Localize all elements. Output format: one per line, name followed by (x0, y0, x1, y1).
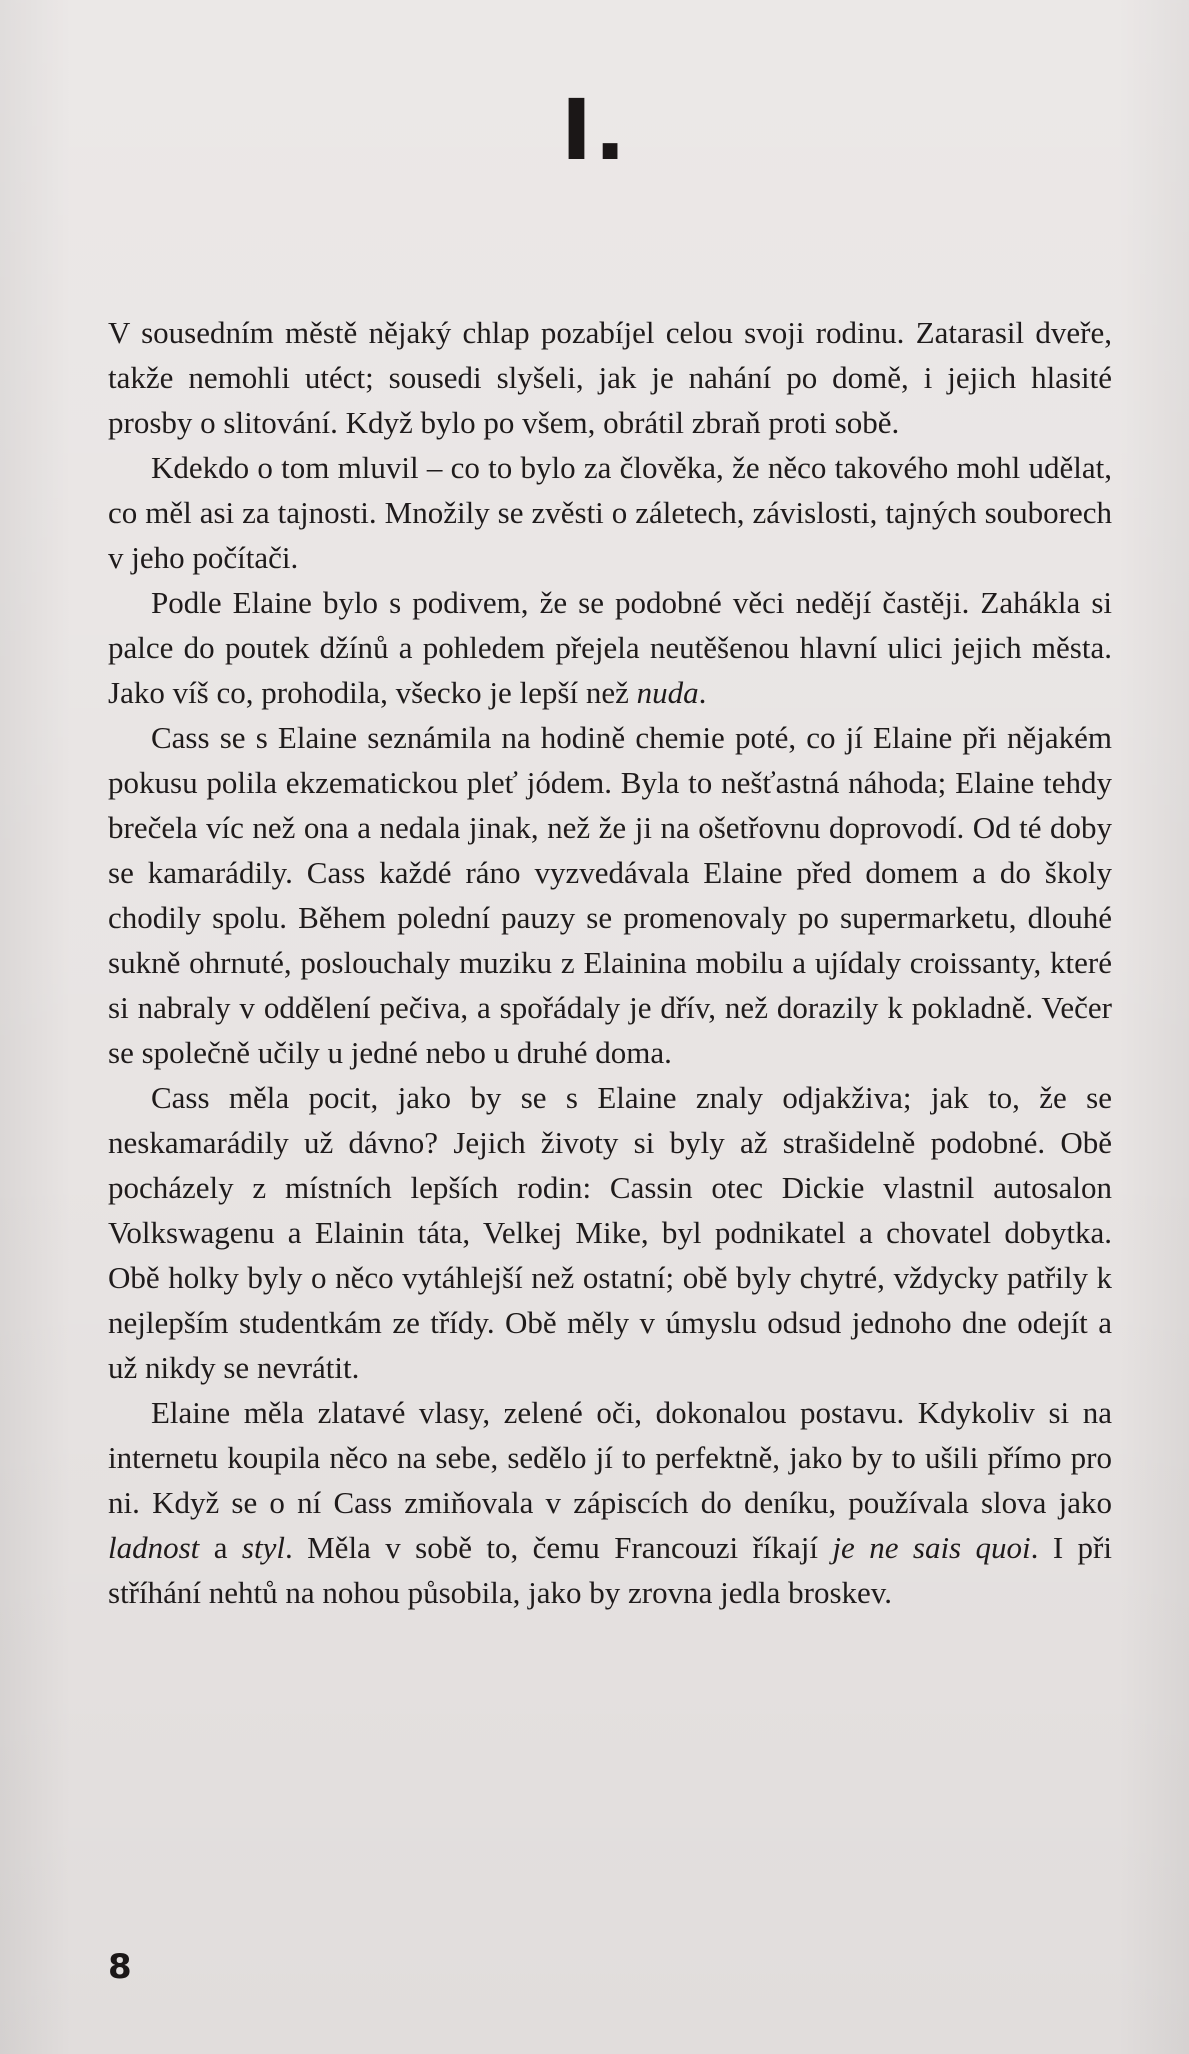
paragraph-4 (108, 715, 1112, 1075)
body-text (108, 310, 1112, 1615)
paragraph-text: . Měla v sobě to, čemu Francouzi říkají (284, 1530, 833, 1565)
page-number: 8 (108, 1947, 132, 1987)
chapter-heading: I. (560, 81, 629, 179)
paragraph-1 (108, 310, 1112, 445)
italic-word: nuda (636, 675, 699, 710)
italic-word: styl (241, 1530, 285, 1565)
paragraph-5 (108, 1075, 1112, 1390)
paragraph-text: Cass měla pocit, jako by se s Elaine znaly odjakživa; jak to, že se neskamarádily už dávno? Jejich životy si byly až strašidelně podobné. Obě pocházely z místních lepších rodin: Cassin otec Dickie vlastnil autosalon Volkswagenu a Elainin táta, Velkej Mike, byl podnikatel a chovatel dobytka. Obě holky byly o něco vytáhlejší než ostatní; obě byly chytré, vždycky patřily k nejlepším studentkám ze třídy. Obě měly v úmyslu odsud jednoho dne odejít a už nikdy se nevrátit. (108, 1080, 1112, 1385)
paragraph-2 (108, 445, 1112, 580)
italic-phrase: je ne sais quoi (832, 1530, 1031, 1565)
paragraph-text: a (199, 1530, 242, 1565)
paragraph-text: . (698, 675, 707, 710)
paragraph-text: Cass se s Elaine seznámila na hodině chemie poté, co jí Elaine při nějakém pokusu polila ekzematickou pleť jódem. Byla to nešťastná náhoda; Elaine tehdy brečela víc než ona a nedala jinak, než že ji na ošetřovnu doprovodí. Od té doby se kamarádily. Cass každé ráno vyzvedávala Elaine před domem a do školy chodily spolu. Během polední pauzy se promenovaly po supermarketu, dlouhé sukně ohrnuté, poslouchaly muziku z Elainina mobilu a ujídaly croissanty, které si nabraly v oddělení pečiva, a spořádaly je dřív, než dorazily k pokladně. Večer se společně učily u jedné nebo u druhé doma. (108, 720, 1112, 1070)
paragraph-text: Podle Elaine bylo s podivem, že se podobné věci nedějí častěji. Zahákla si palce do poutek džínů a pohledem přejela neutěšenou hlavní ulici jejich města. Jako víš co, prohodila, všecko je lepší než (108, 585, 1112, 710)
italic-word: ladnost (108, 1530, 200, 1565)
paragraph-text: Kdekdo o tom mluvil – co to bylo za člověka, že něco takového mohl udělat, co měl asi za tajnosti. Množily se zvěsti o záletech, závislosti, tajných souborech v jeho počítači. (108, 450, 1112, 575)
paragraph-text: Elaine měla zlatavé vlasy, zelené oči, dokonalou postavu. Kdykoliv si na internetu koupila něco na sebe, sedělo jí to perfektně, jako by to ušili přímo pro ni. Když se o ní Cass zmiňovala v zápiscích do deníku, používala slova jako (108, 1395, 1112, 1520)
paragraph-text: . I při stříhání nehtů na nohou působila, jako by zrovna jedla broskev. (108, 1530, 1112, 1610)
paragraph-6 (108, 1390, 1112, 1615)
paragraph-text: V sousedním městě nějaký chlap pozabíjel celou svoji rodinu. Zatarasil dveře, takže nemohli utéct; sousedi slyšeli, jak je nahání po domě, i jejich hlasité prosby o slitování. Když bylo po všem, obrátil zbraň proti sobě. (108, 315, 1112, 440)
paragraph-3 (108, 580, 1112, 715)
